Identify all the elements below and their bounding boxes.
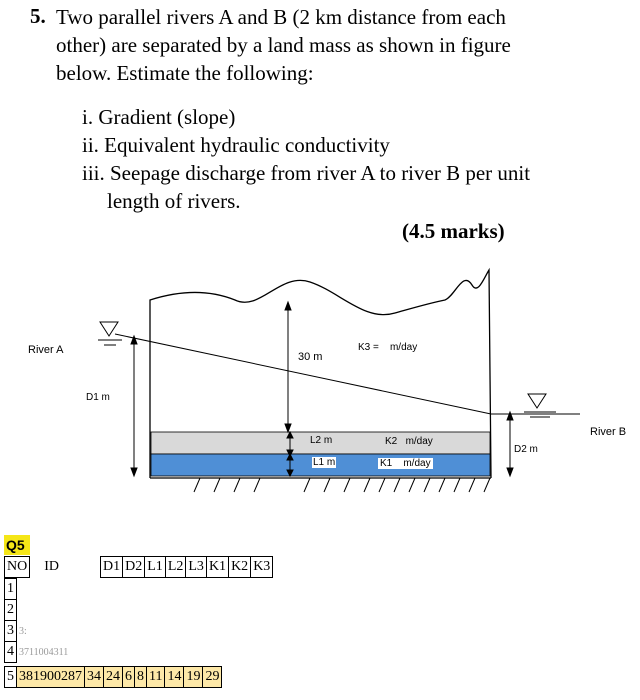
- table-row: [5, 600, 71, 621]
- header-k3: K3: [251, 557, 273, 578]
- k3-label: K3 = m/day: [358, 342, 418, 353]
- d2-dimension: [507, 412, 513, 476]
- question-line-2: other) are separated by a land mass as shown in figure: [56, 33, 511, 57]
- l1-label: L1 m: [313, 457, 336, 468]
- cell-k2: 19: [184, 667, 203, 688]
- cell-l1: 6: [123, 667, 135, 688]
- header-l2: L2: [165, 557, 186, 578]
- cell-k3: 29: [203, 667, 222, 688]
- item-iii: iii. Seepage discharge from river A to river B per unit: [82, 161, 531, 185]
- table-row: [5, 621, 71, 642]
- data-table-full-row: [4, 666, 222, 688]
- cell-l2: 8: [135, 667, 147, 688]
- water-table-line: [115, 334, 491, 414]
- river-b-label: River B: [590, 426, 627, 438]
- k2-label: K2 m/day: [385, 436, 433, 447]
- q5-tag: Q5: [4, 535, 30, 555]
- row-no: 3: [5, 621, 17, 642]
- d1-dimension: [131, 336, 137, 476]
- table-row: [5, 579, 71, 600]
- marks: (4.5 marks): [402, 219, 505, 243]
- l2-label: L2 m: [310, 435, 333, 446]
- data-table-rows: [4, 578, 71, 663]
- cell-l3: 11: [147, 667, 165, 688]
- impervious-hatch: [194, 478, 490, 492]
- header-id: ID: [44, 559, 60, 574]
- row-id: 381900287: [17, 667, 85, 688]
- row-no: 1: [5, 579, 17, 600]
- table-row: [5, 642, 71, 663]
- cell-d2: 24: [104, 667, 123, 688]
- row-no: 5: [5, 667, 17, 688]
- river-a-water-symbol: [98, 322, 122, 345]
- item-ii: ii. Equivalent hydraulic conductivity: [82, 133, 390, 157]
- item-iii-cont: length of rivers.: [107, 189, 241, 213]
- header-d2: D2: [123, 557, 145, 578]
- h30-dimension: [285, 302, 291, 432]
- d2-label: D2 m: [514, 444, 538, 455]
- row-id: 3711004311: [19, 646, 69, 658]
- data-table-header: [4, 556, 73, 578]
- question-line-3: below. Estimate the following:: [56, 61, 314, 85]
- cell-k1: 14: [165, 667, 184, 688]
- header-k2: K2: [229, 557, 251, 578]
- header-d1: D1: [101, 557, 123, 578]
- question-line-1: Two parallel rivers A and B (2 km distance from each: [56, 5, 506, 29]
- row-no: 2: [5, 600, 17, 621]
- data-table-header-values: [100, 556, 273, 578]
- d1-label: D1 m: [86, 392, 110, 403]
- height-30m-label: 30 m: [298, 351, 323, 363]
- k1-label: K1 m/day: [380, 458, 431, 469]
- header-l1: L1: [145, 557, 166, 578]
- question-number: 5.: [30, 4, 46, 28]
- river-a-label: River A: [28, 344, 64, 356]
- item-i: i. Gradient (slope): [82, 105, 236, 129]
- row-id: 3:: [19, 625, 27, 637]
- row-no: 4: [5, 642, 17, 663]
- cell-d1: 34: [85, 667, 104, 688]
- header-k1: K1: [206, 557, 228, 578]
- table-row: [5, 667, 222, 688]
- header-no: NO: [5, 557, 30, 578]
- header-l3: L3: [186, 557, 207, 578]
